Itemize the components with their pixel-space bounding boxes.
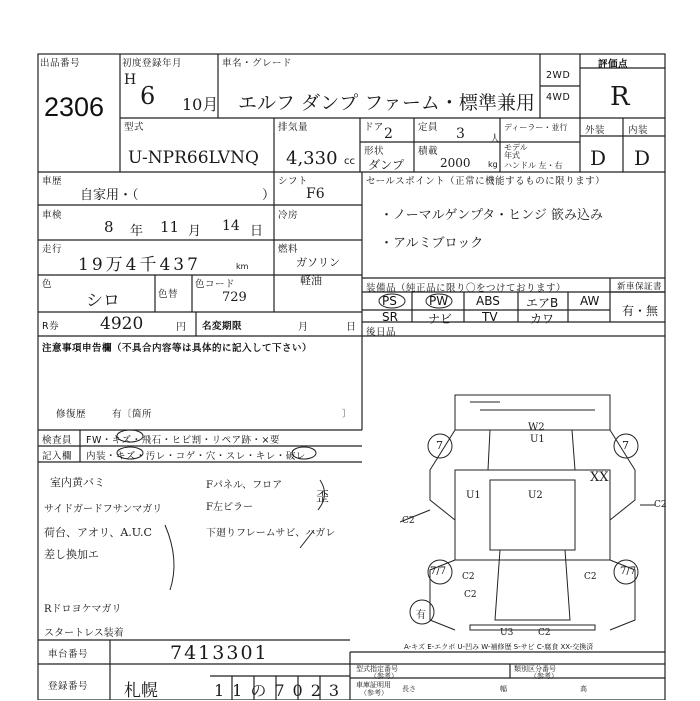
title-expiry-day: 日 <box>346 322 356 333</box>
model-year-label1: モデル <box>504 143 528 152</box>
height-label: 高 <box>580 685 587 693</box>
lot-number: 2306 <box>44 92 105 122</box>
warranty-value: 有・無 <box>622 304 659 318</box>
equip-airbag: エアB <box>526 296 559 310</box>
remark-mid-2: F左ピラー <box>206 502 253 513</box>
mark-u3: U3 <box>500 628 514 638</box>
shift-label: シフト <box>278 176 309 187</box>
repair-value: 有〔箇所 <box>112 409 153 420</box>
load-unit: kg <box>488 160 498 169</box>
equip-ps: PS <box>382 294 397 308</box>
equip-sr: SR <box>382 310 398 324</box>
doors-label: ドア <box>364 122 384 133</box>
grade-value: R <box>610 82 630 112</box>
equipment-label: 装備品（純正品に限り〇をつけております） <box>366 283 567 294</box>
usage-close: ） <box>262 188 276 203</box>
rear-items-label: 後日品 <box>366 327 397 338</box>
mark-xx: XX <box>590 470 609 485</box>
inspection-month-unit: 月 <box>188 224 202 239</box>
mark-c2-rear-right: C2 <box>584 572 597 582</box>
displacement-value: 4,330 <box>286 148 338 169</box>
inspection-year-unit: 年 <box>130 224 144 239</box>
fuel-gasoline: ガソリン <box>296 256 340 269</box>
color-label: 色 <box>42 279 53 290</box>
mark-c2-right: C2 <box>654 500 667 510</box>
remark-right: 歪 <box>316 490 330 505</box>
mileage-label: 走行 <box>42 244 63 255</box>
remark-6: スタートレス装着 <box>44 628 124 639</box>
mark-7-right: 7 <box>622 439 629 452</box>
color-code-label: 色コード <box>195 279 236 290</box>
mark-77-left: 7/7 <box>430 566 447 577</box>
equip-abs: ABS <box>476 294 500 308</box>
load-value: 2000 <box>440 156 471 170</box>
inspector-label: 検査員 <box>42 435 73 446</box>
mark-c2-left: C2 <box>402 516 415 526</box>
capacity-unit: 人 <box>490 134 500 145</box>
class-label: 類別区分番号 <box>514 665 556 673</box>
diagram-legend: A-キズ E-エクボ U-凹み W-補修歴 S-サビ C-腐食 XX-交換済 <box>404 643 594 651</box>
model-value: U-NPR66LVNQ <box>128 148 259 168</box>
repair-close: 〕 <box>342 409 353 420</box>
equip-navi: ナビ <box>428 312 453 326</box>
mark-u2: U2 <box>528 490 543 501</box>
model-year-label2: 年式 <box>504 151 520 160</box>
inspection-year: 8 <box>104 218 114 236</box>
equip-pw: PW <box>429 294 449 308</box>
width-label: 幅 <box>500 685 507 693</box>
displacement-label: 排気量 <box>278 122 309 133</box>
remark-4: 差し換加エ <box>44 548 99 561</box>
plate-number: 11の7023 <box>214 681 348 700</box>
doors-value: 2 <box>384 126 393 142</box>
sales-points-label: セールスポイント（正常に機能するものに限ります） <box>366 176 606 187</box>
recycle-label: R券 <box>42 321 60 332</box>
inspection-month: 11 <box>160 218 180 236</box>
mark-w2: W2 <box>528 422 545 433</box>
shift-value: F6 <box>306 186 325 202</box>
interior-label: 内装 <box>628 125 649 136</box>
mark-yu: 有 <box>416 610 426 621</box>
exterior-grade: D <box>590 146 607 170</box>
inspection-day-unit: 日 <box>250 224 264 239</box>
entry-label: 記入欄 <box>42 451 73 462</box>
notes-label: 注意事項申告欄（不具合内容等は具体的に記入して下さい） <box>42 343 313 354</box>
capacity-label: 定員 <box>418 122 439 133</box>
mark-c2-bottom-left: C2 <box>464 590 477 600</box>
remark-5: Rドロヨケマガリ <box>44 604 122 615</box>
title-expiry-label: 名変期限 <box>202 321 243 332</box>
color-value: シロ <box>86 291 120 311</box>
garage-ref: （参考） <box>360 689 388 697</box>
equip-aw: AW <box>580 294 600 308</box>
remark-2: サイドガードフサンマガリ <box>44 504 163 515</box>
registration-month: 10月 <box>182 95 219 114</box>
color-code: 729 <box>222 290 247 305</box>
serial-ref: （参考） <box>370 672 398 680</box>
recycle-value: 4920 <box>100 314 144 334</box>
mileage-value: 19万4千437 <box>78 255 201 275</box>
fuel-diesel: 軽油 <box>300 274 322 287</box>
registration-label: 初度登録年月 <box>122 58 183 69</box>
mark-u1-front: U1 <box>530 434 545 445</box>
handle-label: ハンドル 左・右 <box>504 161 563 170</box>
load-label: 積載 <box>418 146 439 157</box>
car-name-label: 車名・グレード <box>222 58 293 69</box>
drive-4wd: 4WD <box>546 92 571 103</box>
registration-year: 6 <box>140 82 156 110</box>
mark-c2-rear-left: C2 <box>462 572 475 582</box>
repair-label: 修復歴 <box>56 409 87 420</box>
length-label: 長さ <box>402 685 416 693</box>
color-change-label: 色替 <box>158 289 179 300</box>
inspection-day: 14 <box>222 218 240 234</box>
model-label: 型式 <box>124 122 145 133</box>
mark-u1: U1 <box>466 490 481 501</box>
inspection-label: 車検 <box>42 210 63 221</box>
mark-c2-bottom: C2 <box>538 628 551 638</box>
plate-city: 札幌 <box>124 681 158 701</box>
plate-label: 登録番号 <box>48 681 89 692</box>
remark-mid-1: Fパネル、フロア <box>206 480 283 491</box>
equip-leather: カワ <box>530 312 555 326</box>
garage-label: 車庫証明用 <box>356 681 391 689</box>
dealer-label: ディーラー・並行 <box>504 123 568 132</box>
ac-label: 冷房 <box>278 210 299 221</box>
displacement-unit: cc <box>344 156 355 167</box>
interior-grade: D <box>634 146 651 170</box>
mark-7-left: 7 <box>436 439 443 452</box>
equip-tv: TV <box>482 310 498 324</box>
body-label: 形状 <box>364 146 385 157</box>
remark-1: 室内黄バミ <box>50 476 105 489</box>
mark-77-right: 7/7 <box>620 566 637 577</box>
class-ref: （参考） <box>530 672 558 680</box>
sales-point-1: ・ノーマルゲンプタ・ヒンジ 篏み込み <box>380 208 603 223</box>
recycle-unit: 円 <box>176 322 186 333</box>
usage-label: 車歴 <box>42 176 63 187</box>
remark-mid-3: 下廻りフレームサビ、ハガレ <box>206 528 336 539</box>
inspector-legend: FW・キズ・飛石・ヒビ割・リペア跡・×要 <box>86 435 280 446</box>
title-expiry-month: 月 <box>298 322 308 333</box>
lot-field-label: 出品番号 <box>40 58 81 69</box>
serial-label: 型式指定番号 <box>356 665 398 673</box>
mileage-unit: km <box>236 262 249 271</box>
exterior-label: 外装 <box>585 125 606 136</box>
warranty-label: 新車保証書 <box>617 282 663 292</box>
chassis-label: 車台番号 <box>48 649 89 660</box>
remark-3: 荷台、アオリ、A.U.C <box>44 526 152 539</box>
body-value: ダンプ <box>368 158 405 172</box>
car-name: エルフ ダンプ ファーム・標準兼用 <box>238 92 535 114</box>
capacity-value: 3 <box>456 126 465 142</box>
grade-label: 評価点 <box>598 59 629 70</box>
entry-legend: 内装・キズ・汚レ・コゲ・穴・スレ・キレ・破レ <box>86 451 306 462</box>
drive-2wd: 2WD <box>546 70 571 81</box>
chassis-value: 7413301 <box>170 642 269 664</box>
usage-value: 自家用・（ <box>80 188 139 203</box>
sales-point-2: ・アルミブロック <box>380 236 484 251</box>
fuel-label: 燃料 <box>278 244 299 255</box>
registration-era: H <box>124 72 137 88</box>
